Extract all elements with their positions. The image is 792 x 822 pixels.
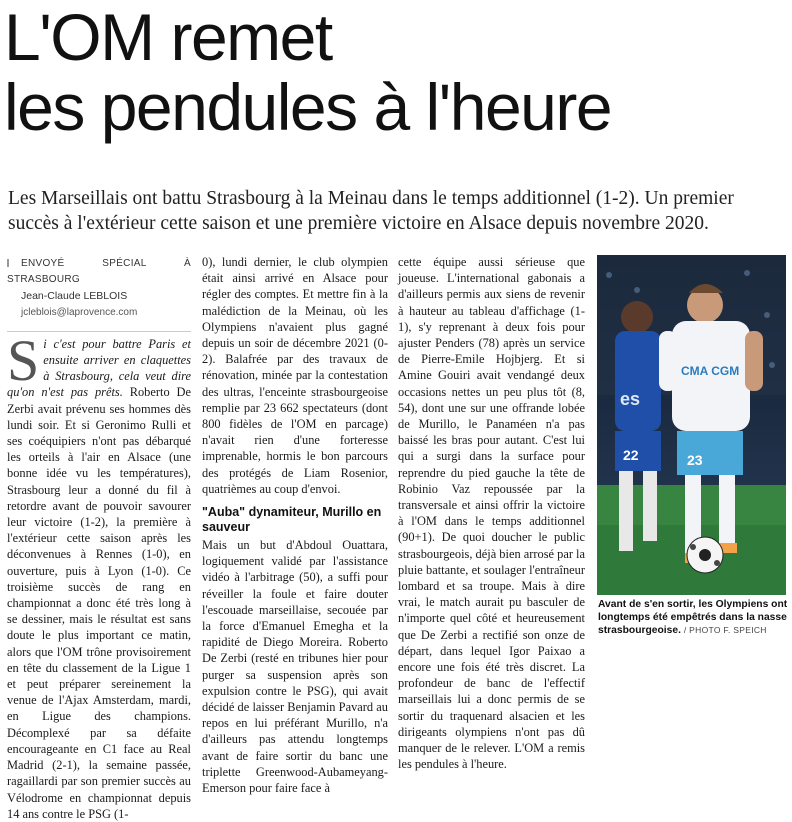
standfirst: Les Marseillais ont battu Strasbourg à la Meinau dans le temps additionnel (1-2). Un premier succès à l'extérieur cette saison et une première victoire en Alsace depuis novembre 2020. [8,188,734,234]
photo-caption [598,598,788,637]
caption-text: Avant de s'en sortir, les Olympiens ont longtemps été empêtrés dans la nasse strasbourgeoise. [598,599,788,636]
byline [7,256,191,332]
article-text-col2-b: Mais un but d'Abdoul Ouattara, logiquement validé par l'assistance vidéo à l'arbitrage (50), a suffi pour réveiller la foule et faire douter l'escouade marseillaise, secouée par la force d'Emanuel Emegha et la rapidité de Diego Moreira. Roberto De Zerbi (resté en tribunes hier pour purger sa suspension après son expulsion contre le PSG), qui avait décidé de laisser Benjamin Pavard au repos en lui préférant Murillo, n'a d'ailleurs pas attendu longtemps avant de faire sortir du banc une triplette Greenwood-Aubameyang-Emerson pour faire face à [202,538,388,796]
photo-credit: / PHOTO F. SPEICH [683,625,767,635]
byline-kicker: ENVOYÉ SPÉCIAL À STRASBOURG [7,256,191,288]
jersey-number-left: 22 [623,447,639,463]
article-column-2 [202,254,388,796]
article-column-3 [398,254,585,772]
jersey-number-right: 23 [687,452,703,468]
article-text-col3: cette équipe aussi sérieuse que joueuse. L'international gabonais a d'ailleurs permis aux siens de revenir à hauteur au tableau d'affichage (1-1), s'y reprenant à deux fois pour ajuster Penders (78) après un service de Pierre-Emile Hojbjerg. Et si Amine Gouiri avait vendangé deux occasions nettes un peu plus tôt (8, 54), dont une sur une offrande lobée de Murillo, le Panaméen n'a pas baissé les bras pour autant. C'est lui qui a surgi dans la surface pour reprendre du pied gauche la tête de Robinio Vaz repoussée par la transversale et ainsi offrir la victoire à l'OM dans le temps additionnel (90+1). De quoi doucher le public strasbourgeois, déjà bien arrosé par la pluie battante, et soulager l'entraîneur lombard et sa troupe. Mais à dire vrai, le match aurait pu basculer de n'importe quel côté et heureusement que De Zerbi a rectifié son onze de départ, dans lequel Igor Paixao a encore une fois été très discret. La profondeur de banc de l'effectif marseillais lui a donc permis de se sortir du traquenard alsacien et les dirigeants olympiens n'ont pas dû manquer de le relever. L'OM a remis les pendules à l'heure. [398,255,585,772]
drop-cap: S [7,327,40,393]
lead-quote: i c'est pour battre Paris et ensuite arriver en claquettes à Strasbourg, cela veut dire qu'on n'est pas prêts. [7,336,191,400]
article-text-col2: 0), lundi dernier, le club olympien était ainsi arrivé en Alsace pour régler des comptes. Et mettre fin à la malédiction de la Meinau, où les Olympiens n'avaient plus gagné depuis un soir de décembre 2021 (0-2). Balafrée par des travaux de rénovation, minée par la contestation des ultras, l'enceinte strasbourgeoise remplie par 23 662 spectateurs (dont 800 fidèles de l'OM en parcage) n'avait rien d'une forteresse imprenable, hormis le bon parcours des protégés de Liam Rosenior, quatrièmes au coup d'envoi. [202,255,388,496]
headline-line-1: L'OM remet [4,0,332,74]
svg-text:es: es [620,389,641,409]
shirt-sponsor: CMA CGM [681,364,740,378]
author-email[interactable]: jcleblois@laprovence.com [21,306,138,318]
subheading: "Auba" dynamiteur, Murillo en sauveur [202,505,382,535]
article-text-col1: Roberto De Zerbi avait prévenu ses hommes dès lundi soir. Et si Geronimo Rulli et ses coéquipiers n'ont pas débarqué les orteils à l'air en Alsace (une bonne idée vu les températures), Strasbourg leur a donné du fil à retordre avant de pouvoir savourer leur victoire (1-2), la première à l'extérieur cette saison après les déconvenues à Rennes (1-0), en ouverture, puis à Lyon (1-0). Ce troisième succès de rang en championnat a donc été très long à se dessiner, mais le résultat est sans doute le plus important ce matin, alors que l'OM trône provisoirement en tête du classement de la Ligue 1 et peut préparer sereinement la venue de l'Ajax Amsterdam, mardi, en Ligue des champions. Décomplexé par sa défaite encourageante en C1 face au Real Madrid (2-1), la semaine passée, ragaillardi par son premier succès au Vélodrome en championnat depuis 14 ans contre le PSG (1- [7,385,191,821]
article-column-1 [7,256,191,821]
article-paragraph [7,327,191,822]
headline-line-2: les pendules à l'heure [4,70,612,144]
author-name: Jean-Claude LEBLOIS [21,290,128,303]
match-photo-illustration [597,255,786,595]
headline [4,2,788,142]
football [687,537,723,573]
match-photo [597,255,786,595]
